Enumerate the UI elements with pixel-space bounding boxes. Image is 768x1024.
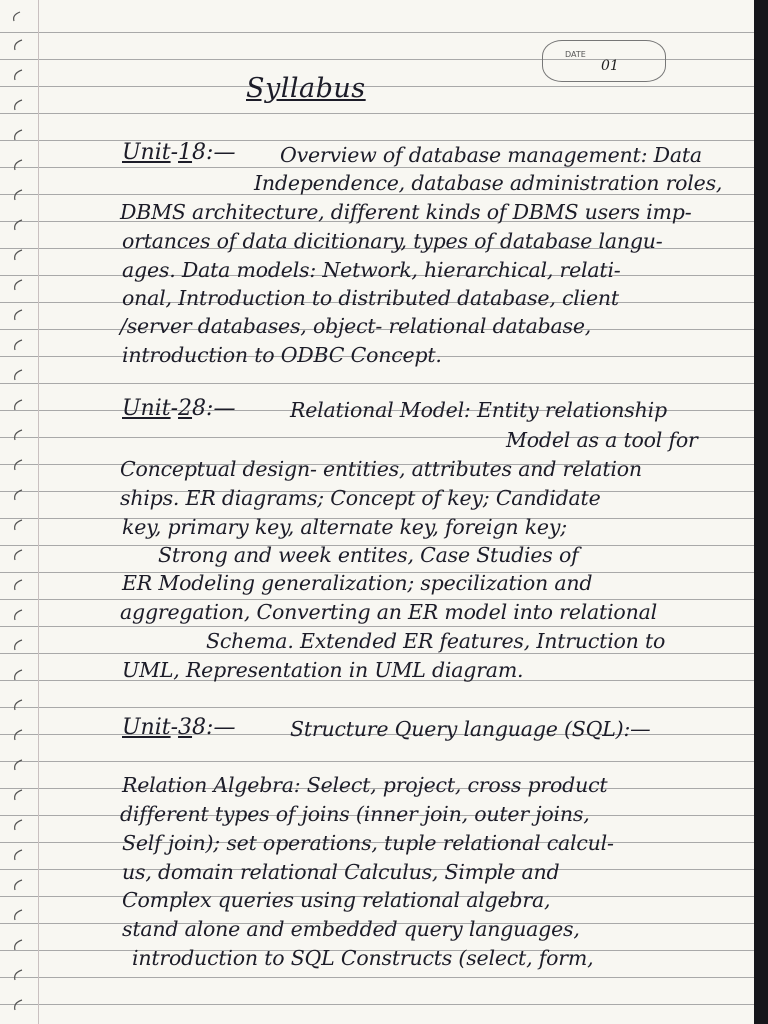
unit-1-line: ages. Data models: Network, hierarchical, relati- <box>122 258 621 282</box>
unit-3-separator: - <box>170 715 179 740</box>
unit-3-line: Complex queries using relational algebra, <box>122 888 551 912</box>
unit-2-line: Model as a tool for <box>506 428 698 452</box>
unit-1-line: Independence, database administration roles, <box>254 171 723 195</box>
unit-2-name: Unit <box>122 396 171 421</box>
unit-3-number: 3 <box>178 715 193 740</box>
unit-1-line: onal, Introduction to distributed database, client <box>122 286 619 310</box>
unit-1-line: /server databases, object- relational database, <box>120 314 592 338</box>
unit-2-heading <box>122 396 235 421</box>
unit-1-suffix: 8:— <box>192 140 236 165</box>
unit-2-separator: - <box>170 396 179 421</box>
unit-2-line: Schema. Extended ER features, Intruction to <box>206 629 666 653</box>
unit-3-line: Self join); set operations, tuple relational calcul- <box>122 831 614 855</box>
unit-3-line: us, domain relational Calculus, Simple and <box>122 860 560 884</box>
unit-2-number: 2 <box>178 396 193 421</box>
unit-2-line: ships. ER diagrams; Concept of key; Candidate <box>120 486 601 510</box>
unit-3-line: stand alone and embedded query languages, <box>122 917 580 941</box>
unit-1-line: introduction to ODBC Concept. <box>122 343 442 367</box>
spiral-binding-marks <box>0 0 32 1024</box>
date-value: 01 <box>601 58 619 74</box>
unit-1-line: Overview of database management: Data <box>280 143 702 167</box>
page-title: Syllabus <box>246 73 366 104</box>
unit-2-line: UML, Representation in UML diagram. <box>122 658 524 682</box>
unit-1-heading <box>122 140 235 165</box>
unit-2-line: Relational Model: Entity relationship <box>290 398 667 422</box>
unit-2-line: aggregation, Converting an ER model into relational <box>120 600 657 624</box>
date-box <box>542 40 666 82</box>
unit-1-line: ortances of data dicitionary, types of database langu- <box>122 229 663 253</box>
unit-3-line: different types of joins (inner join, outer joins, <box>120 802 590 826</box>
unit-1-separator: - <box>170 140 179 165</box>
page-edge-shadow <box>754 0 768 1024</box>
unit-1-number: 1 <box>178 140 193 165</box>
unit-1-name: Unit <box>122 140 171 165</box>
unit-3-suffix: 8:— <box>192 715 236 740</box>
unit-3-line: Relation Algebra: Select, project, cross product <box>122 773 608 797</box>
margin-line <box>38 0 39 1024</box>
unit-3-line: introduction to SQL Constructs (select, form, <box>132 946 594 970</box>
unit-2-line: Strong and week entites, Case Studies of <box>158 543 579 567</box>
unit-2-line: ER Modeling generalization; specilization and <box>122 571 593 595</box>
unit-3-line: Structure Query language (SQL):— <box>290 717 651 741</box>
unit-2-line: Conceptual design- entities, attributes and relation <box>120 457 642 481</box>
unit-2-line: key, primary key, alternate key, foreign key; <box>122 515 567 539</box>
date-label: DATE <box>565 50 586 59</box>
unit-3-heading <box>122 715 235 740</box>
unit-1-line: DBMS architecture, different kinds of DBMS users imp- <box>120 200 692 224</box>
unit-2-suffix: 8:— <box>192 396 236 421</box>
unit-3-name: Unit <box>122 715 171 740</box>
